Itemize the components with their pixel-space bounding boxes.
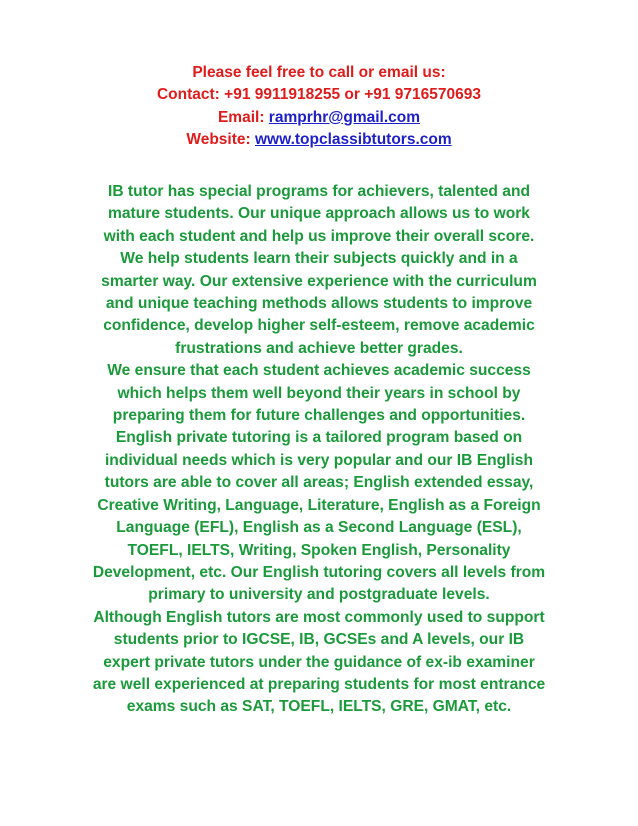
contact-intro: Please feel free to call or email us: — [192, 64, 446, 81]
email-link[interactable]: ramprhr@gmail.com — [268, 108, 421, 126]
contact-block — [0, 62, 638, 151]
body-paragraph — [60, 181, 578, 719]
contact-phone-line: Contact: +91 9911918255 or +91 9716570693 — [156, 86, 482, 104]
body-line: mature students. Our unique approach allows us to work — [108, 205, 530, 223]
body-line: students prior to IGCSE, IB, GCSEs and A levels, our IB — [113, 631, 525, 649]
body-line: Although English tutors are most commonly used to support — [93, 608, 545, 626]
website-label: Website: — [186, 130, 255, 148]
body-line: exams such as SAT, TOEFL, IELTS, GRE, GMAT, etc. — [126, 698, 512, 716]
body-line: We help students learn their subjects quickly and in a — [120, 250, 518, 268]
body-line: primary to university and postgraduate levels. — [148, 586, 490, 604]
body-line: Creative Writing, Language, Literature, English as a Foreign — [97, 496, 541, 514]
contact-email-line — [0, 107, 638, 129]
body-line: Language (EFL), English as a Second Language (ESL), — [116, 519, 522, 537]
email-label: Email: — [217, 108, 269, 126]
body-line: expert private tutors under the guidance of ex-ib examiner — [103, 653, 535, 671]
body-line: preparing them for future challenges and opportunities. — [112, 407, 526, 425]
body-line: English private tutoring is a tailored program based on — [115, 429, 523, 447]
body-line: Development, etc. Our English tutoring covers all levels from — [92, 563, 546, 581]
body-line: TOEFL, IELTS, Writing, Spoken English, Personality — [127, 541, 511, 559]
body-line: are well experienced at preparing students for most entrance — [92, 675, 546, 693]
body-line: with each student and help us improve their overall score. — [103, 227, 535, 245]
body-line: frustrations and achieve better grades. — [175, 339, 463, 357]
body-line: tutors are able to cover all areas; English extended essay, — [104, 474, 534, 492]
website-link[interactable]: www.topclassibtutors.com — [254, 130, 452, 148]
body-line: smarter way. Our extensive experience with the curriculum — [101, 272, 537, 290]
body-line: IB tutor has special programs for achievers, talented and — [107, 183, 531, 200]
body-line: We ensure that each student achieves academic success — [107, 362, 531, 380]
body-line: and unique teaching methods allows students to improve — [105, 295, 533, 313]
body-line: individual needs which is very popular and our IB English — [104, 451, 534, 469]
contact-website-line — [0, 129, 638, 151]
body-line: confidence, develop higher self-esteem, remove academic — [103, 317, 535, 335]
body-line: which helps them well beyond their years in school by — [117, 384, 521, 402]
